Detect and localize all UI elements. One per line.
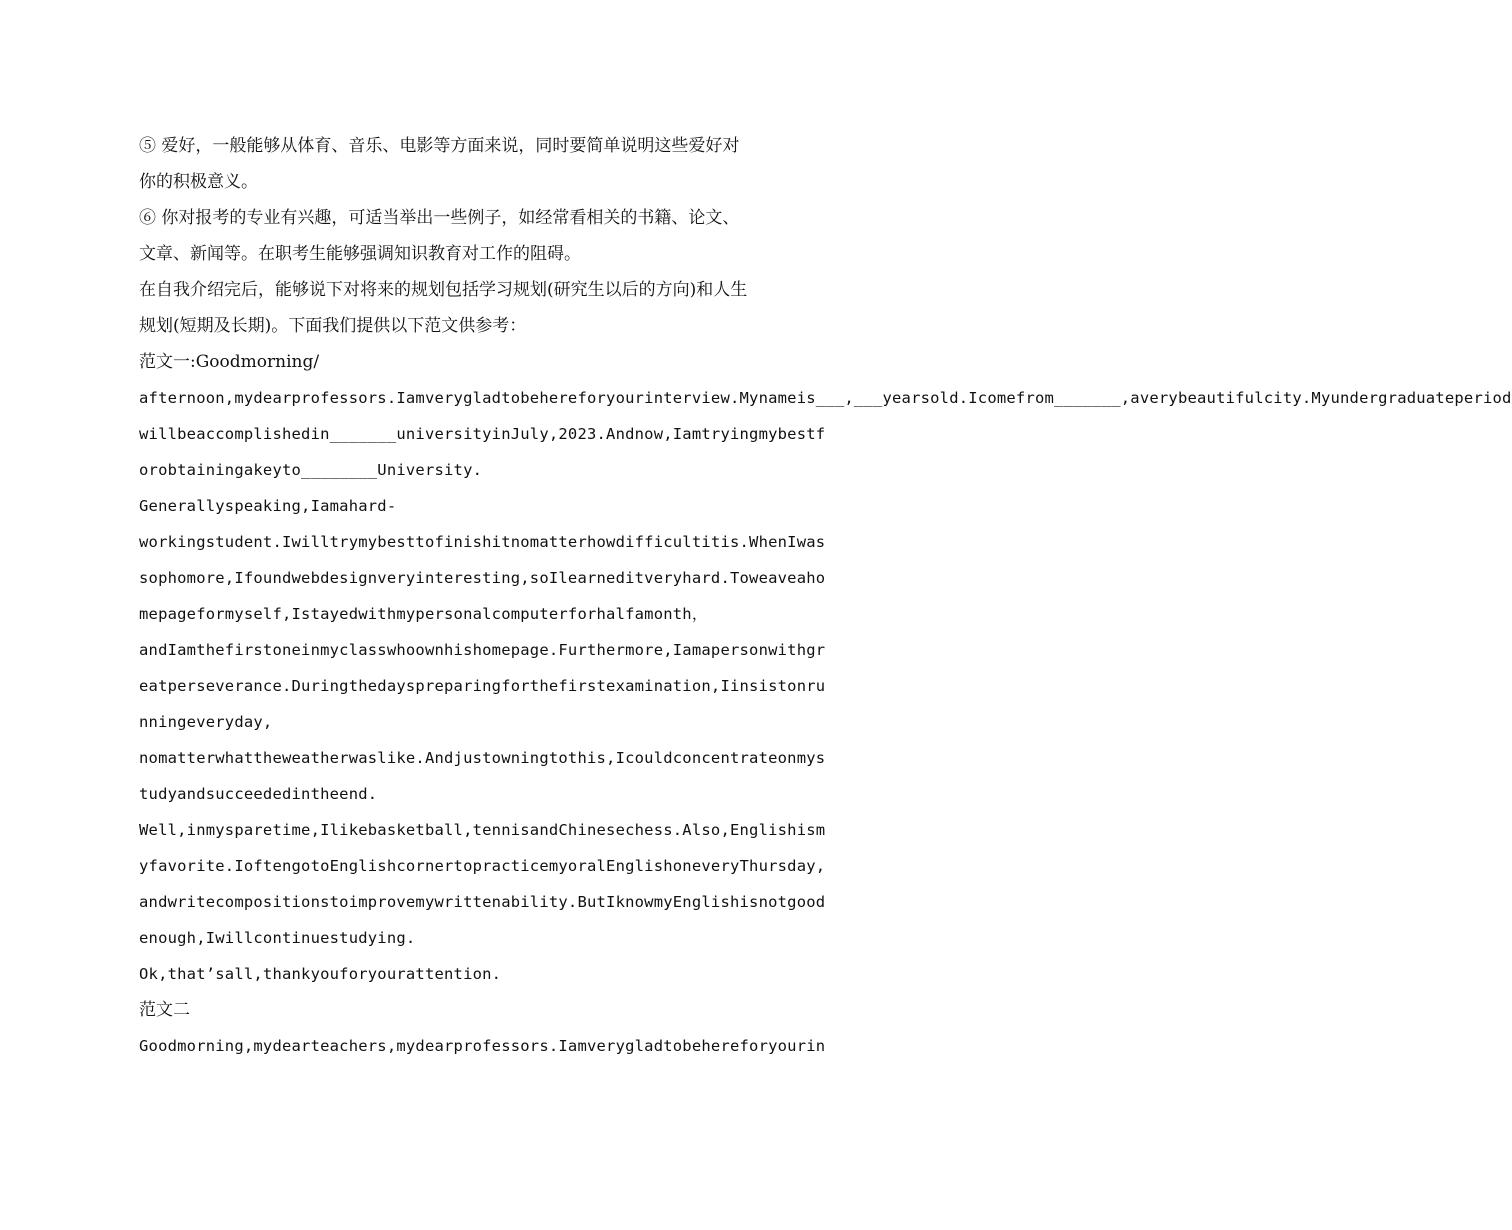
text-line: ⑤ 爱好，一般能够从体育、音乐、电影等方面来说，同时要简单说明这些爱好对 bbox=[139, 136, 740, 156]
text-line: Goodmorning,mydearteachers,mydearprofessors.Iamverygladtobehereforyourin bbox=[139, 1037, 826, 1055]
text-line: eatperseverance.Duringthedayspreparingforthefirstexamination,Iinsistonru bbox=[139, 677, 826, 695]
sample-two-heading: 范文二 bbox=[139, 1000, 190, 1020]
text-line: orobtainingakeyto________University. bbox=[139, 461, 483, 479]
text-line: willbeaccomplishedin_______universityinJuly,2023.Andnow,Iamtryingmybestf bbox=[139, 425, 826, 443]
sample-one-heading: 范文一:Goodmorning/ bbox=[139, 352, 320, 372]
text-line: yfavorite.IoftengotoEnglishcornertopracticemyoralEnglishoneveryThursday, bbox=[139, 857, 826, 875]
text-line: ⑥ 你对报考的专业有兴趣，可适当举出一些例子，如经常看相关的书籍、论文、 bbox=[139, 208, 740, 228]
text-line: Ok,that’sall,thankyouforyourattention. bbox=[139, 965, 502, 983]
text-line: Generallyspeaking,Iamahard- bbox=[139, 497, 397, 515]
text-line: 在自我介绍完后，能够说下对将来的规划包括学习规划(研究生以后的方向)和人生 bbox=[139, 280, 748, 300]
text-line: andwritecompositionstoimprovemywrittenability.ButIknowmyEnglishisnotgood bbox=[139, 893, 826, 911]
document-page bbox=[139, 128, 1512, 1064]
text-line: nomatterwhattheweatherwaslike.Andjustowningtothis,Icouldconcentrateonmys bbox=[139, 749, 826, 767]
text-line: nningeveryday, bbox=[139, 713, 273, 731]
text-line: enough,Iwillcontinuestudying. bbox=[139, 929, 416, 947]
text-line: Well,inmysparetime,Ilikebasketball,tennisandChinesechess.Also,Englishism bbox=[139, 821, 826, 839]
text-line: andIamthefirstoneinmyclasswhoownhishomepage.Furthermore,Iamapersonwithgr bbox=[139, 641, 826, 659]
text-line: 你的积极意义。 bbox=[139, 172, 258, 192]
text-line: mepageformyself,Istayedwithmypersonalcomputerforhalfamonth， bbox=[139, 605, 708, 623]
text-line: 规划(短期及长期)。下面我们提供以下范文供参考： bbox=[139, 316, 527, 336]
text-line: 文章、新闻等。在职考生能够强调知识教育对工作的阻碍。 bbox=[139, 244, 581, 264]
text-line: tudyandsucceededintheend. bbox=[139, 785, 378, 803]
text-line: sophomore,Ifoundwebdesignveryinteresting,soIlearneditveryhard.Toweaveaho bbox=[139, 569, 826, 587]
text-line: workingstudent.Iwilltrymybesttofinishitnomatterhowdifficultitis.WhenIwas bbox=[139, 533, 826, 551]
text-line: afternoon,mydearprofessors.Iamverygladtobehereforyourinterview.Mynameis___,___yearsold.Icomefrom_______,averybeautifulcity.Myundergraduateperiod bbox=[139, 389, 1512, 407]
